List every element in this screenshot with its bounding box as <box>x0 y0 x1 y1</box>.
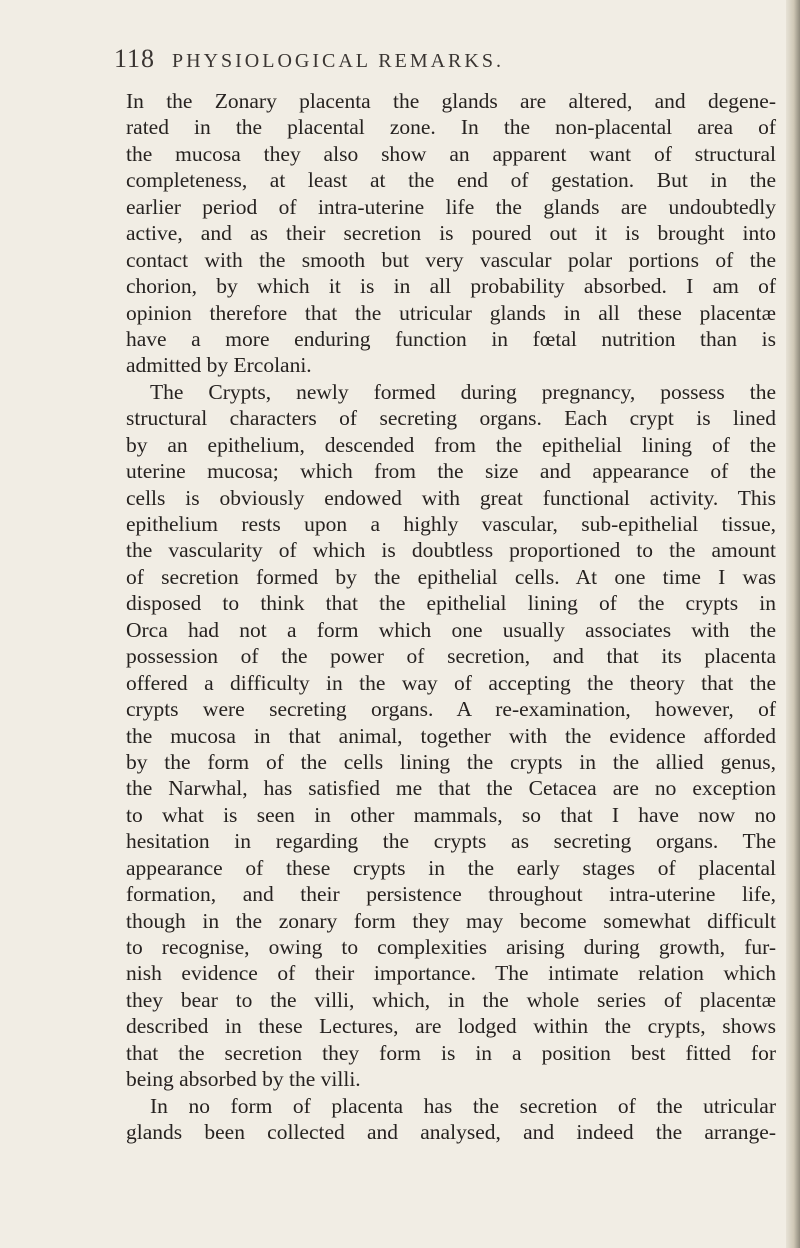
text-line: possession of the power of secretion, and that its placenta <box>126 644 776 669</box>
text-line: The Crypts, newly formed during pregnancy, possess the <box>150 379 776 404</box>
text-line: hesitation in regarding the crypts as secreting organs. The <box>126 829 776 854</box>
text-line: of secretion formed by the epithelial cells. At one time I was <box>126 564 776 589</box>
text-line: by an epithelium, descended from the epithelial lining of the <box>126 432 776 457</box>
text-line: crypts were secreting organs. A re-examination, however, of <box>126 697 776 722</box>
text-line: that the secretion they form is in a position best fitted for <box>126 1040 776 1065</box>
page-edge-shadow <box>786 0 800 1248</box>
text-line: to what is seen in other mammals, so that I have now no <box>126 802 776 827</box>
text-line: rated in the placental zone. In the non-placental area of <box>126 115 776 140</box>
text-line: they bear to the villi, which, in the whole series of placentæ <box>126 987 776 1012</box>
running-head: PHYSIOLOGICAL REMARKS. <box>172 50 504 72</box>
text-line: though in the zonary form they may become somewhat difficult <box>126 908 776 933</box>
text-line: structural characters of secreting organs. Each crypt is lined <box>126 406 776 431</box>
text-line: earlier period of intra-uterine life the glands are undoubtedly <box>126 194 776 219</box>
text-line: chorion, by which it is in all probability absorbed. I am of <box>126 274 776 299</box>
text-line: the vascularity of which is doubtless proportioned to the amount <box>126 538 776 563</box>
text-line: the mucosa in that animal, together with the evidence afforded <box>126 723 776 748</box>
text-line: to recognise, owing to complexities arising during growth, fur- <box>126 935 776 959</box>
text-line: glands been collected and analysed, and indeed the arrange- <box>126 1120 776 1145</box>
text-line: Orca had not a form which one usually associates with the <box>126 617 776 642</box>
text-line: appearance of these crypts in the early stages of placental <box>126 855 776 880</box>
text-line: In no form of placenta has the secretion of the utricular <box>150 1093 776 1118</box>
text-line: admitted by Ercolani. <box>126 353 312 378</box>
text-line: completeness, at least at the end of gestation. But in the <box>126 168 776 193</box>
text-line: active, and as their secretion is poured out it is brought into <box>126 221 776 246</box>
text-line: formation, and their persistence throughout intra-uterine life, <box>126 882 776 907</box>
text-line: disposed to think that the epithelial lining of the crypts in <box>126 591 776 616</box>
text-line: uterine mucosa; which from the size and appearance of the <box>126 459 776 484</box>
text-line: contact with the smooth but very vascular polar portions of the <box>126 247 776 272</box>
page-number: 118 <box>114 44 156 73</box>
text-line: the Narwhal, has satisfied me that the Cetacea are no exception <box>126 776 776 801</box>
text-line: the mucosa they also show an apparent want of structural <box>126 141 776 166</box>
text-line: cells is obviously endowed with great functional activity. This <box>126 485 776 510</box>
text-line: offered a difficulty in the way of accepting the theory that the <box>126 670 776 695</box>
page-header <box>114 44 754 84</box>
body-text <box>126 88 776 1146</box>
text-line: by the form of the cells lining the crypts in the allied genus, <box>126 749 776 774</box>
text-line: described in these Lectures, are lodged within the crypts, shows <box>126 1014 776 1039</box>
text-line: nish evidence of their importance. The intimate relation which <box>126 961 776 986</box>
text-line: being absorbed by the villi. <box>126 1067 361 1092</box>
text-line: opinion therefore that the utricular glands in all these placentæ <box>126 300 776 325</box>
text-line: In the Zonary placenta the glands are altered, and degene- <box>126 89 776 113</box>
text-line: have a more enduring function in fœtal nutrition than is <box>126 326 776 351</box>
text-line: epithelium rests upon a highly vascular, sub-epithelial tissue, <box>126 512 776 536</box>
